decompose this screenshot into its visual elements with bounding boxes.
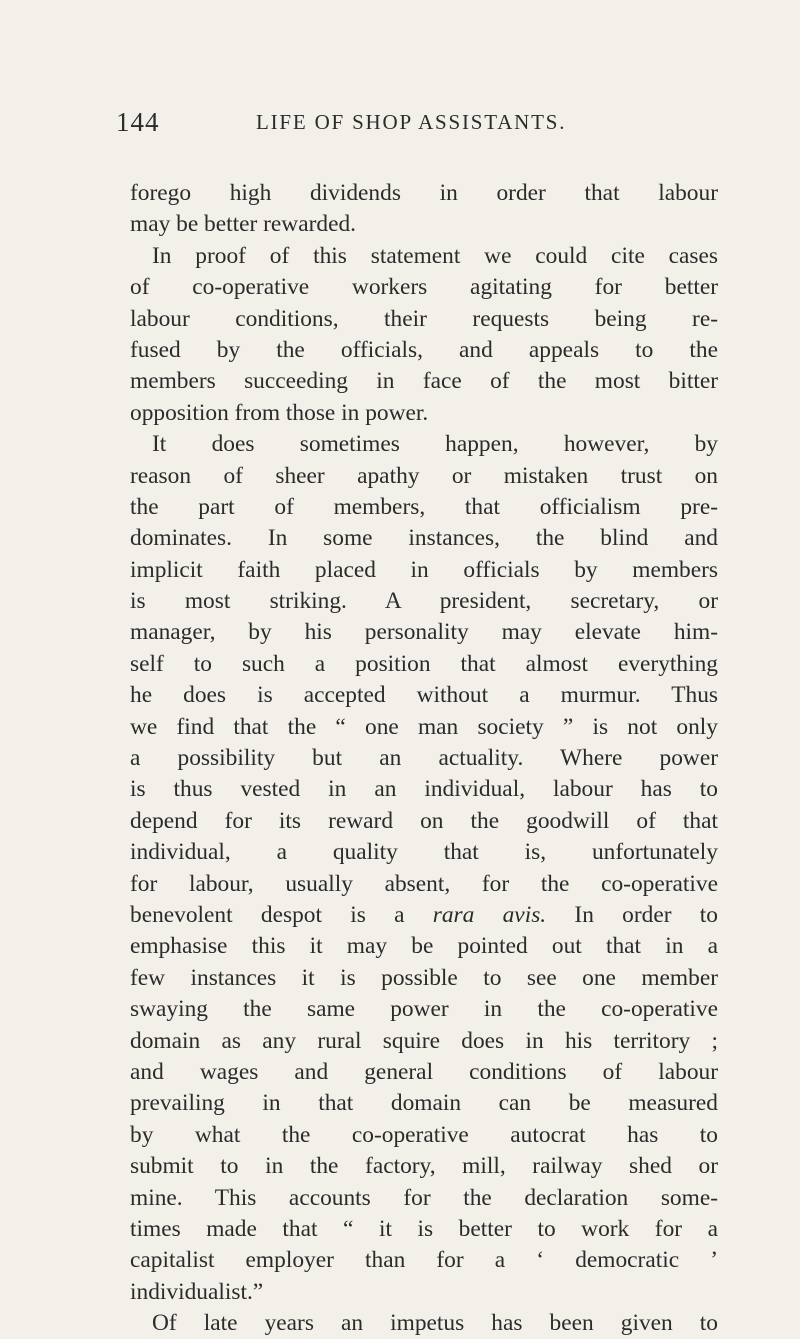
text-line: for labour, usually absent, for the co-operative [130,870,718,897]
text-line: and wages and general conditions of labour [130,1058,718,1085]
text-line: fused by the officials, and appeals to the [130,336,718,363]
text-line: forego high dividends in order that labour [130,180,718,206]
text-line: prevailing in that domain can be measured [130,1090,718,1117]
text-line: individualist.” [130,1278,264,1305]
text-line: swaying the same power in the co-operative [130,996,718,1023]
text-line: members succeeding in face of the most bitter [130,368,718,395]
text-line: submit to in the factory, mill, railway shed or [130,1153,718,1180]
text-line: reason of sheer apathy or mistaken trust on [130,462,718,489]
running-head: LIFE OF SHOP ASSISTANTS. [256,110,567,134]
text-line: individual, a quality that is, unfortunately [130,839,718,866]
text-line: few instances it is possible to see one member [130,964,718,991]
text-segment: In order to [546,901,718,928]
text-segment: benevolent despot is a [130,901,433,928]
text-line: It does sometimes happen, however, by [152,431,718,458]
text-line: opposition from those in power. [130,399,429,426]
page-header [116,107,686,147]
text-line: he does is accepted without a murmur. Thus [130,682,718,709]
text-line: domain as any rural squire does in his territory ; [130,1027,718,1054]
text-line: In proof of this statement we could cite cases [152,242,718,269]
text-line: of co-operative workers agitating for better [130,274,718,301]
text-line: by what the co-operative autocrat has to [130,1121,718,1148]
text-line: labour conditions, their requests being re- [130,305,718,332]
text-line: capitalist employer than for a ‘ democratic ’ [130,1247,718,1274]
text-line: Of late years an impetus has been given to [152,1310,718,1337]
text-line: self to such a position that almost everything [130,650,718,677]
text-line: implicit faith placed in officials by members [130,556,718,583]
text-line: is thus vested in an individual, labour has to [130,776,718,803]
italic-phrase: rara avis. [432,901,547,928]
text-line: is most striking. A president, secretary, or [130,588,718,615]
text-line: emphasise this it may be pointed out that in a [130,933,718,960]
text-line: depend for its reward on the goodwill of that [130,807,718,834]
text-line: times made that “ it is better to work for a [130,1215,718,1242]
text-line: dominates. In some instances, the blind and [130,525,718,552]
text-line: a possibility but an actuality. Where power [130,745,718,772]
text-line-with-italic [130,900,718,931]
body-text [130,178,718,1339]
text-line: manager, by his personality may elevate him- [130,619,718,646]
text-line: the part of members, that officialism pre- [130,493,718,520]
text-line: may be better rewarded. [130,211,356,238]
text-line: mine. This accounts for the declaration some- [130,1184,718,1211]
text-line: we find that the “ one man society ” is not only [130,713,718,740]
page-number: 144 [116,107,160,137]
